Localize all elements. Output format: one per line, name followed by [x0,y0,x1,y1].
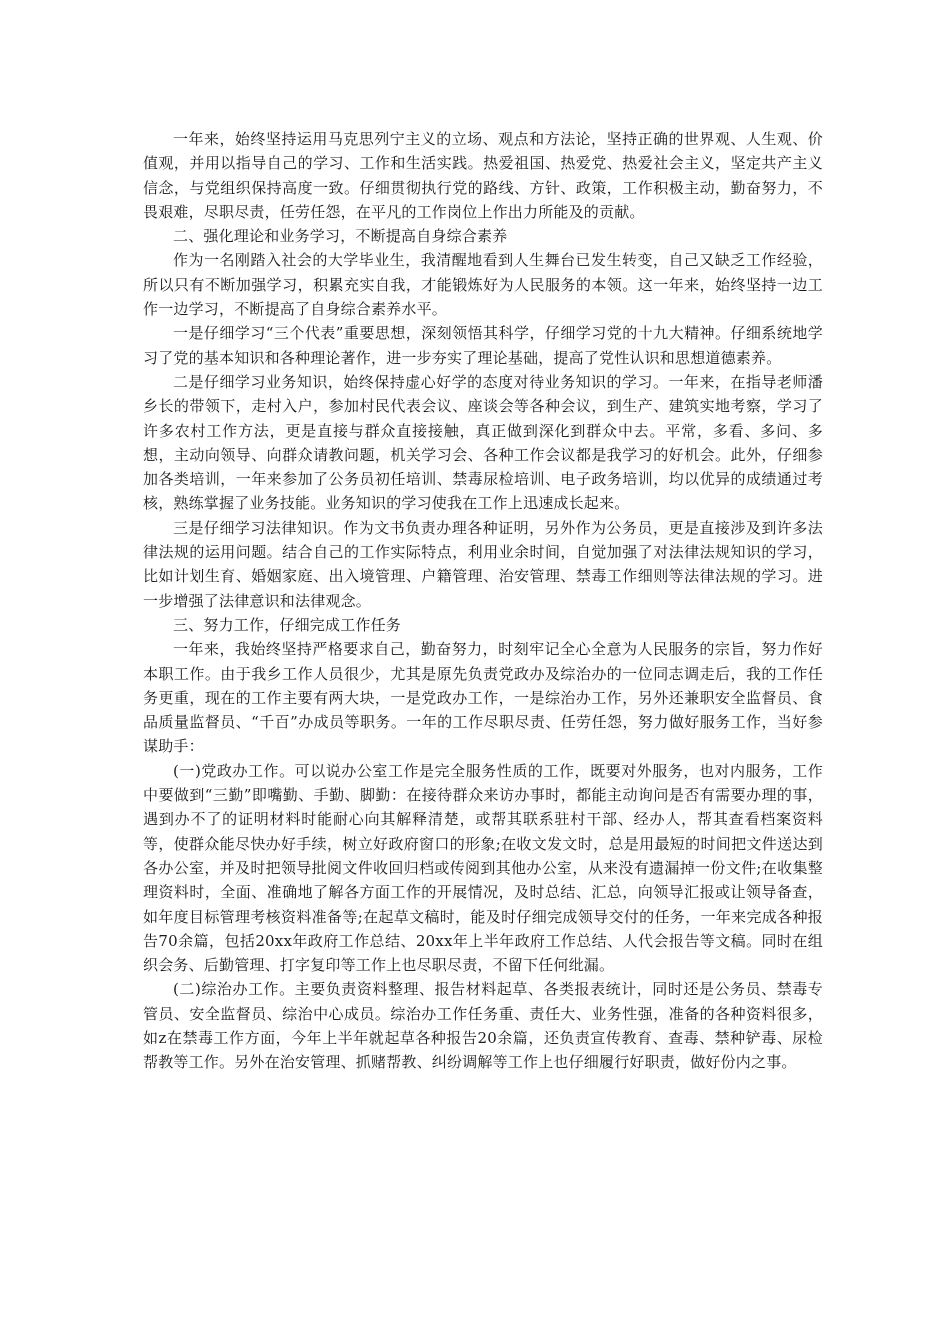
document-body [143,127,823,1075]
section-heading-three: 三、努力工作，仔细完成工作任务 [173,615,402,634]
paragraph-intro: 一年来，始终坚持运用马克思列宁主义的立场、观点和方法论，坚持正确的世界观、人生观、价值观，并用以指导自己的学习、工作和生活实践。热爱祖国、热爱党、热爱社会主义，坚定共产主义信念，与党组织保持高度一致。仔细贯彻执行党的路线、方针、政策，工作积极主动，勤奋努力，不畏艰难，尽职尽责，任劳任怨，在平凡的工作岗位上作出力所能及的贡献。 [143,130,823,221]
section-heading-two: 二、强化理论和业务学习，不断提高自身综合素养 [173,227,508,246]
paragraph-theory-study: 一是仔细学习“三个代表”重要思想，深刻领悟其科学，仔细学习党的十九大精神。仔细系统地学习了党的基本知识和各种理论著作，进一步夯实了理论基础，提高了党性认识和思想道德素养。 [143,324,823,367]
paragraph-party-office: (一)党政办工作。可以说办公室工作是完全服务性质的工作，既要对外服务，也对内服务，工作中要做到“三勤”即嘴勤、手勤、脚勤：在接待群众来访办事时，都能主动询问是否有需要办理的事，遇到办不了的证明材料时能耐心向其解释清楚，或帮其联系驻村干部、经办人，帮其查看档案资料等，使群众能尽快办好手续，树立好政府窗口的形象;在收文发文时，总是用最短的时间把文件送达到各办公室，并及时把领导批阅文件收回归档或传阅到其他办公室，从来没有遗漏掉一份文件;在收集整理资料时，全面、准确地了解各方面工作的开展情况，及时总结、汇总，向领导汇报或让领导备查，如年度目标管理考核资料准备等;在起草文稿时，能及时仔细完成领导交付的任务，一年来完成各种报告70余篇，包括20xx年政府工作总结、20xx年上半年政府工作总结、人代会报告等文稿。同时在组织会务、后勤管理、打字复印等工作上也尽职尽责，不留下任何纰漏。 [143,761,823,975]
paragraph-graduate: 作为一名刚踏入社会的大学毕业生，我清醒地看到人生舞台已发生转变，自己又缺乏工作经验，所以只有不断加强学习，积累充实自我，才能锻炼好为人民服务的本领。这一年来，始终坚持一边工作一边学习，不断提高了自身综合素养水平。 [143,251,823,319]
paragraph-work-overview: 一年来，我始终坚持严格要求自己，勤奋努力，时刻牢记全心全意为人民服务的宗旨，努力作好本职工作。由于我乡工作人员很少，尤其是原先负责党政办及综治办的一位同志调走后，我的工作任务更重，现在的工作主要有两大块，一是党政办工作，一是综治办工作，另外还兼职安全监督员、食品质量监督员、“千百”办成员等职务。一年的工作尽职尽责、任劳任怨，努力做好服务工作，当好参谋助手： [143,640,823,756]
paragraph-law-study: 三是仔细学习法律知识。作为文书负责办理各种证明，另外作为公务员，更是直接涉及到许多法律法规的运用问题。结合自己的工作实际特点，利用业余时间，自觉加强了对法律法规知识的学习，比如计划生育、婚姻家庭、出入境管理、户籍管理、治安管理、禁毒工作细则等法律法规的学习。进一步增强了法律意识和法律观念。 [143,518,823,610]
paragraph-comprehensive-office: (二)综治办工作。主要负责资料整理、报告材料起草、各类报表统计，同时还是公务员、禁毒专管员、安全监督员、综治中心成员。综治办工作任务重、责任大、业务性强，准备的各种资料很多，如z在禁毒工作方面，今年上半年就起草各种报告20余篇，还负责宣传教育、查毒、禁种铲毒、尿检帮教等工作。另外在治安管理、抓赌帮教、纠纷调解等工作上也仔细履行好职责，做好份内之事。 [143,980,823,1072]
paragraph-business-study: 二是仔细学习业务知识，始终保持虚心好学的态度对待业务知识的学习。一年来，在指导老师潘乡长的带领下，走村入户，参加村民代表会议、座谈会等各种会议，到生产、建筑实地考察，学习了许多农村工作方法，更是直接与群众直接接触，真正做到深化到群众中去。平常，多看、多问、多想，主动向领导、向群众请教问题，机关学习会、各种工作会议都是我学习的好机会。此外，仔细参加各类培训，一年来参加了公务员初任培训、禁毒尿检培训、电子政务培训，均以优异的成绩通过考核，熟练掌握了业务技能。业务知识的学习使我在工作上迅速成长起来。 [143,372,823,513]
